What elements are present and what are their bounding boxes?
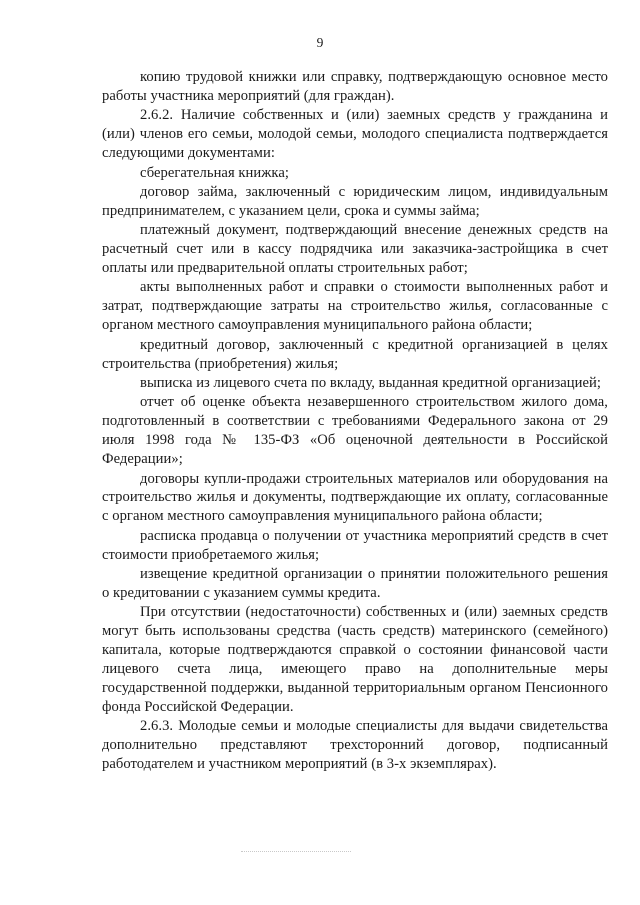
- list-item-loan-agreement: договор займа, заключенный с юридическим лицом, индивидуальным предпринимателем, с указанием цели, срока и суммы займа;: [102, 183, 608, 219]
- list-item-payment-document: платежный документ, подтверждающий внесение денежных средств на расчетный счет или в кассу подрядчика или заказчика-застройщика в счет оплаты или предварительной оплаты строительных работ;: [102, 222, 608, 277]
- paragraph-2-6-2-intro: 2.6.2. Наличие собственных и (или) заемных средств у гражданина и (или) членов его семьи, молодой семьи, молодого специалиста подтверждается следующими документами:: [102, 107, 608, 162]
- document-body: [102, 68, 608, 775]
- list-item-purchase-contracts: договоры купли-продажи строительных материалов или оборудования на строительство жилья и документы, подтверждающие их оплату, согласованные с органом местного самоуправления муниципального района области;: [102, 470, 608, 525]
- page-number: 9: [316, 35, 324, 50]
- scan-artifact-line: [241, 851, 351, 853]
- list-item-savings-book: сберегательная книжка;: [140, 164, 289, 181]
- list-item-credit-agreement: кредитный договор, заключенный с кредитной организацией в целях строительства (приобретения) жилья;: [102, 336, 608, 372]
- paragraph-2-6-3: 2.6.3. Молодые семьи и молодые специалисты для выдачи свидетельства дополнительно представляют трехсторонний договор, подписанный работодателем и участником мероприятий (в 3-х экземплярах).: [102, 718, 608, 773]
- paragraph-maternity-capital: При отсутствии (недостаточности) собственных и (или) заемных средств могут быть использованы средства (часть средств) материнского (семейного) капитала, которые подтверждаются справкой о состоянии финансовой части лицевого счета лица, имеющего право на дополнительные меры государственной поддержки, выданной территориальным органом Пенсионного фонда Российской Федерации.: [102, 604, 608, 715]
- list-item-work-acts: акты выполненных работ и справки о стоимости выполненных работ и затрат, подтверждающие затраты на строительство жилья, согласованные с органом местного самоуправления муниципального района области;: [102, 279, 608, 334]
- list-item-account-statement: выписка из лицевого счета по вкладу, выданная кредитной организацией;: [140, 375, 602, 391]
- list-item-seller-receipt: расписка продавца о получении от участника мероприятий средств в счет стоимости приобретаемого жилья;: [102, 527, 608, 563]
- list-item-credit-notice: извещение кредитной организации о принятии положительного решения о кредитовании с указанием суммы кредита.: [102, 566, 608, 601]
- paragraph-work-record: копию трудовой книжки или справку, подтверждающую основное место работы участника мероприятий (для граждан).: [102, 69, 608, 104]
- list-item-valuation-report: отчет об оценке объекта незавершенного строительством жилого дома, подготовленный в соответствии с требованиями Федерального закона от 29 июля 1998 года № 135-ФЗ «Об оценочной деятельности в Российской Федерации»;: [102, 394, 608, 468]
